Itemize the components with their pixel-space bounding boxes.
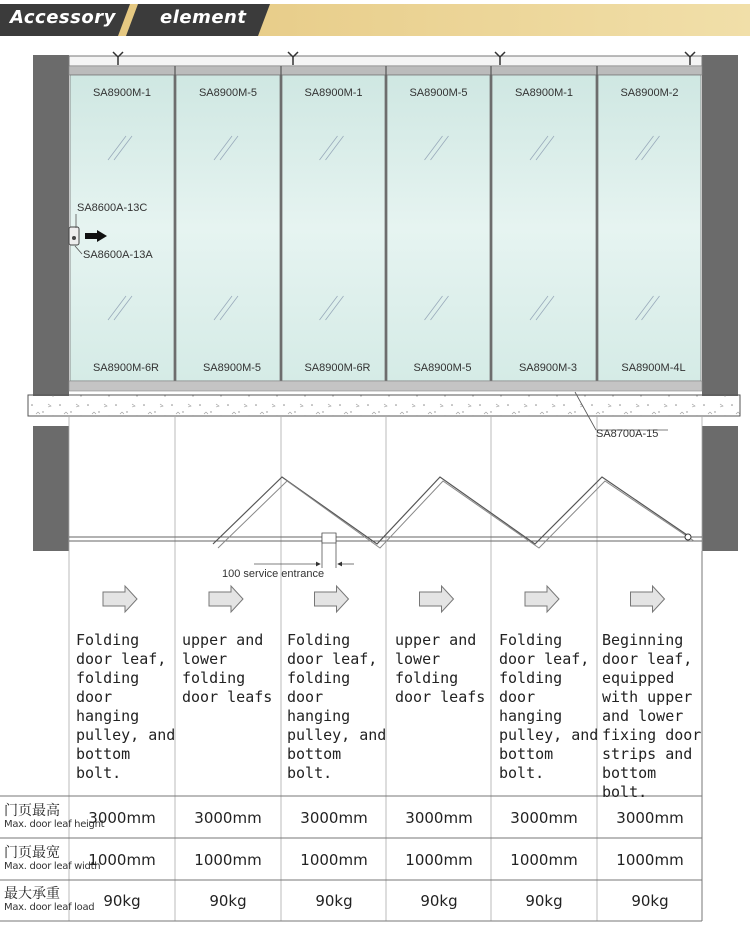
top-model-label: SA8900M-1 (92, 87, 152, 99)
label-side-upper: SA8600A-13C (77, 202, 148, 214)
glass-panel (282, 75, 385, 381)
process-arrows (103, 586, 665, 612)
spec-value: 90kg (315, 892, 353, 910)
top-model-label: SA8900M-5 (198, 87, 258, 99)
spec-label-zh: 门页最高 (4, 803, 60, 819)
spec-value: 1000mm (88, 851, 156, 869)
process-arrow-icon (420, 586, 454, 612)
spec-value: 1000mm (405, 851, 473, 869)
spec-value: 90kg (525, 892, 563, 910)
process-arrow-icon (315, 586, 349, 612)
glass-panel (70, 75, 174, 381)
bottom-model-label: SA8900M-3 (518, 362, 578, 374)
left-wall-lower (33, 426, 69, 551)
spec-label-zh: 门页最宽 (4, 845, 60, 861)
spec-value: 1000mm (616, 851, 684, 869)
left-wall-upper (33, 55, 69, 396)
top-model-label: SA8900M-1 (514, 87, 574, 99)
spec-value: 3000mm (194, 809, 262, 827)
spec-label-en: Max. door leaf height (4, 819, 105, 830)
top-model-label: SA8900M-2 (620, 87, 679, 99)
top-track (69, 56, 702, 66)
column-description: Folding door leaf, folding door hanging pulley, and bottom bolt. (76, 631, 176, 782)
spec-value: 1000mm (194, 851, 262, 869)
spec-value: 90kg (631, 892, 669, 910)
process-arrow-icon (209, 586, 243, 612)
bottom-model-label: SA8900M-4L (621, 362, 686, 374)
bottom-model-label: SA8900M-6R (304, 362, 371, 374)
spec-value: 3000mm (616, 809, 684, 827)
bottom-model-label: SA8900M-5 (202, 362, 262, 374)
arrow-shaft (85, 233, 97, 239)
spec-label-zh: 最大承重 (4, 886, 60, 902)
glass-panel (492, 75, 596, 381)
spec-value: 3000mm (300, 809, 368, 827)
top-model-label: SA8900M-1 (304, 87, 363, 99)
spec-value: 1000mm (300, 851, 368, 869)
spec-value: 90kg (103, 892, 141, 910)
glass-panel (176, 75, 280, 381)
label-side-lower: SA8600A-13A (83, 249, 153, 261)
spec-label-en: Max. door leaf load (4, 902, 95, 913)
pivot-icon (685, 534, 691, 540)
process-arrow-icon (631, 586, 665, 612)
lock-hole-icon (72, 236, 76, 240)
spec-value: 1000mm (510, 851, 578, 869)
bottom-model-label: SA8900M-5 (413, 362, 472, 374)
glass-panel (598, 75, 701, 381)
column-description: Beginning door leaf, equipped with upper and lower fixing door strips and bottom bolt. (602, 631, 702, 801)
column-description: upper and lower folding door leafs (395, 631, 486, 706)
top-model-label: SA8900M-5 (409, 87, 468, 99)
service-gap (322, 533, 336, 543)
spec-label-en: Max. door leaf width (4, 861, 101, 872)
service-entrance-label: 100 service entrance (222, 568, 325, 580)
right-wall-upper (702, 55, 738, 396)
door-panels (70, 52, 701, 391)
column-description: Folding door leaf, folding door hanging pulley, and bottom bolt. (499, 631, 599, 782)
spec-value: 3000mm (88, 809, 156, 827)
floor-section (28, 395, 740, 416)
spec-value: 90kg (420, 892, 458, 910)
glass-panel (387, 75, 490, 381)
spec-value: 3000mm (510, 809, 578, 827)
process-arrow-icon (525, 586, 559, 612)
column-description: upper and lower folding door leafs (182, 631, 273, 706)
bottom-model-label: SA8900M-6R (92, 362, 160, 374)
banner-title-accessory: Accessory (10, 7, 116, 28)
spec-value: 90kg (209, 892, 247, 910)
banner-title-element: element (160, 7, 247, 28)
spec-value: 3000mm (405, 809, 473, 827)
process-arrow-icon (103, 586, 137, 612)
column-description: Folding door leaf, folding door hanging pulley, and bottom bolt. (287, 631, 387, 782)
bottom-rail (69, 381, 702, 391)
right-wall-lower (702, 426, 738, 551)
label-floor: SA8700A-15 (596, 428, 659, 440)
